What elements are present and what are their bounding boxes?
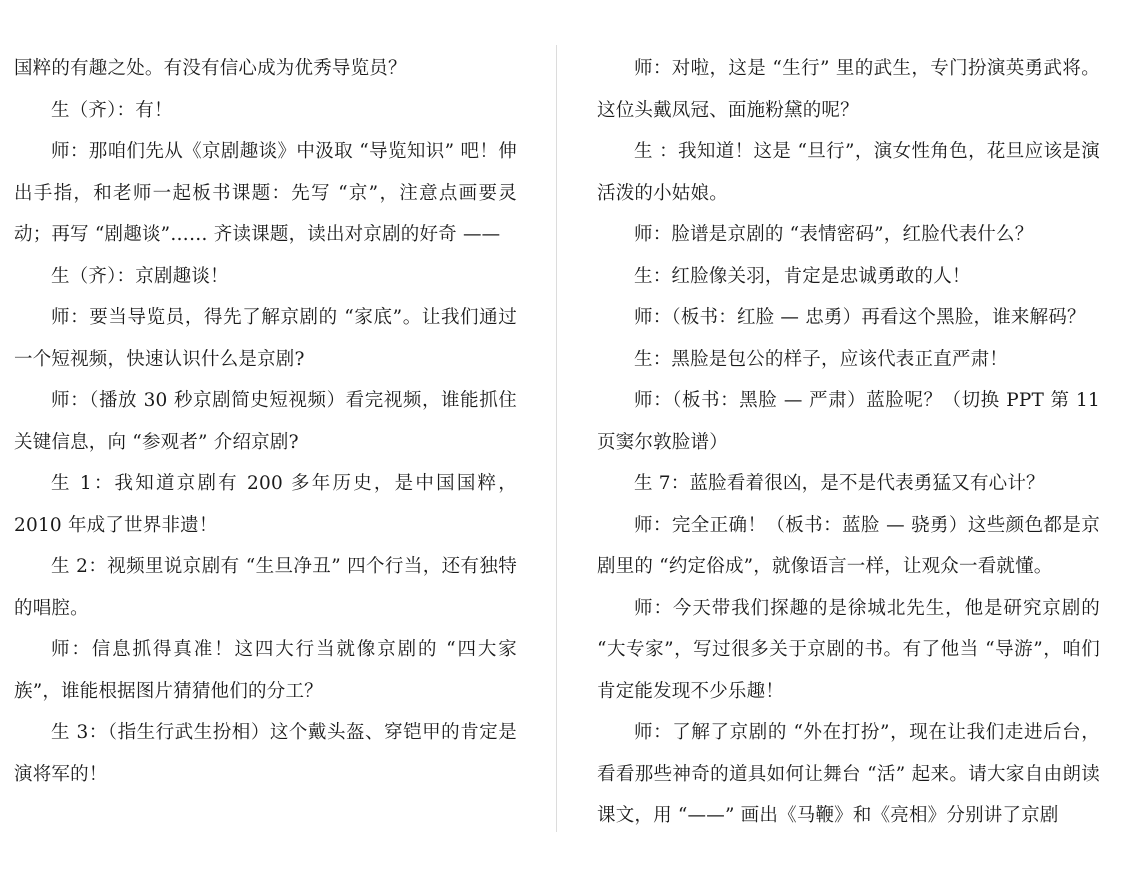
paragraph: 生（齐）：有！ — [51, 99, 173, 121]
paragraph: 国粹的有趣之处。有没有信心成为优秀导览员？ — [14, 58, 407, 79]
right-column — [597, 48, 1100, 837]
paragraph: 师：了解了京剧的 “外在打扮”，现在让我们走进后台，看看那些神奇的道具如何让舞台 “活” 起来。请大家自由朗读课文，用 “——” 画出《马鞭》和《亮相》分别讲了京剧 — [597, 722, 1100, 826]
paragraph: 师：对啦，这是 “生行” 里的武生，专门扮演英勇武将。这位头戴凤冠、面施粉黛的呢？ — [597, 58, 1100, 121]
paragraph: 师：（播放 30 秒京剧简史短视频）看完视频，谁能抓住关键信息，向 “参观者” 介绍京剧? — [14, 390, 517, 453]
paragraph: 师：今天带我们探趣的是徐城北先生，他是研究京剧的 “大专家”，写过很多关于京剧的书。有了他当 “导游”，咱们肯定能发现不少乐趣！ — [597, 597, 1100, 702]
paragraph: 生：红脸像关羽，肯定是忠诚勇敢的人！ — [634, 265, 971, 287]
paragraph: 生（齐）：京剧趣谈！ — [51, 265, 229, 287]
paragraph: 师：（板书：红脸 — 忠勇）再看这个黑脸，谁来解码？ — [634, 307, 1086, 328]
paragraph: 生 7：蓝脸看着很凶，是不是代表勇猛又有心计？ — [634, 473, 1045, 494]
paragraph: 生 ：我知道！这是 “旦行”，演女性角色，花旦应该是演活泼的小姑娘。 — [597, 141, 1100, 204]
paragraph: 师：（板书：黑脸 — 严肃）蓝脸呢？（切换 PPT 第 11 页窦尔敦脸谱） — [597, 390, 1100, 453]
column-divider — [556, 45, 557, 832]
left-column — [14, 48, 517, 795]
paragraph: 生 3：（指生行武生扮相）这个戴头盔、穿铠甲的肯定是演将军的！ — [14, 722, 517, 785]
paragraph: 生 1：我知道京剧有 200 多年历史，是中国国粹，2010 年成了世界非遗！ — [14, 473, 517, 536]
paragraph: 师：脸谱是京剧的 “表情密码”，红脸代表什么？ — [634, 224, 1034, 245]
paragraph: 师：要当导览员，得先了解京剧的 “家底”。让我们通过一个短视频，快速认识什么是京剧? — [14, 307, 517, 370]
paragraph: 师：信息抓得真准！这四大行当就像京剧的 “四大家族”，谁能根据图片猜猜他们的分工？ — [14, 639, 517, 702]
paragraph: 生 2：视频里说京剧有 “生旦净丑” 四个行当，还有独特的唱腔。 — [14, 556, 517, 619]
paragraph: 师：完全正确！（板书：蓝脸 — 骁勇）这些颜色都是京剧里的 “约定俗成”，就像语言一样，让观众一看就懂。 — [597, 514, 1100, 577]
paragraph: 师：那咱们先从《京剧趣谈》中汲取 “导览知识” 吧！伸出手指，和老师一起板书课题：先写 “京”，注意点画要灵动；再写 “剧趣谈”…… 齐读课题，读出对京剧的好奇 —— — [14, 141, 517, 245]
paragraph: 生：黑脸是包公的样子，应该代表正直严肃！ — [634, 348, 1009, 370]
